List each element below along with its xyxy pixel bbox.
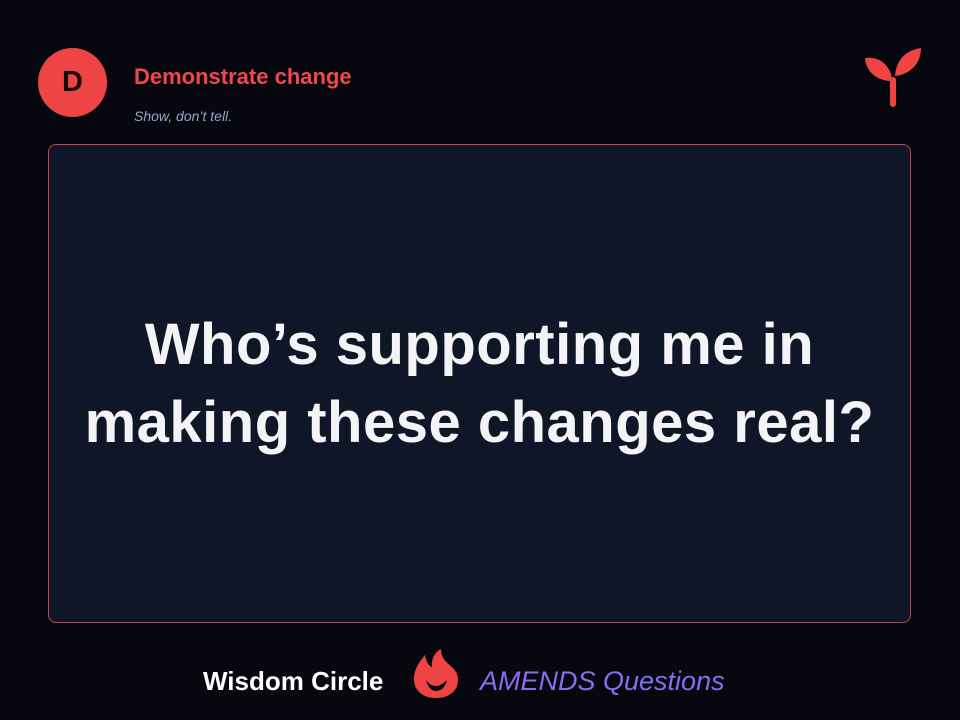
card-header [38, 48, 930, 128]
question-card [48, 144, 911, 623]
sprout-icon [862, 46, 924, 108]
footer [0, 648, 960, 712]
category-subtitle: Show, don’t tell. [134, 108, 233, 124]
category-title: Demonstrate change [134, 64, 352, 89]
flame-icon [410, 648, 462, 700]
series-name: AMENDS Questions [480, 666, 725, 696]
letter-badge: D [38, 48, 107, 117]
question-text: Who’s supporting me in making these changes real? [84, 312, 875, 455]
brand-name: Wisdom Circle [203, 666, 384, 696]
